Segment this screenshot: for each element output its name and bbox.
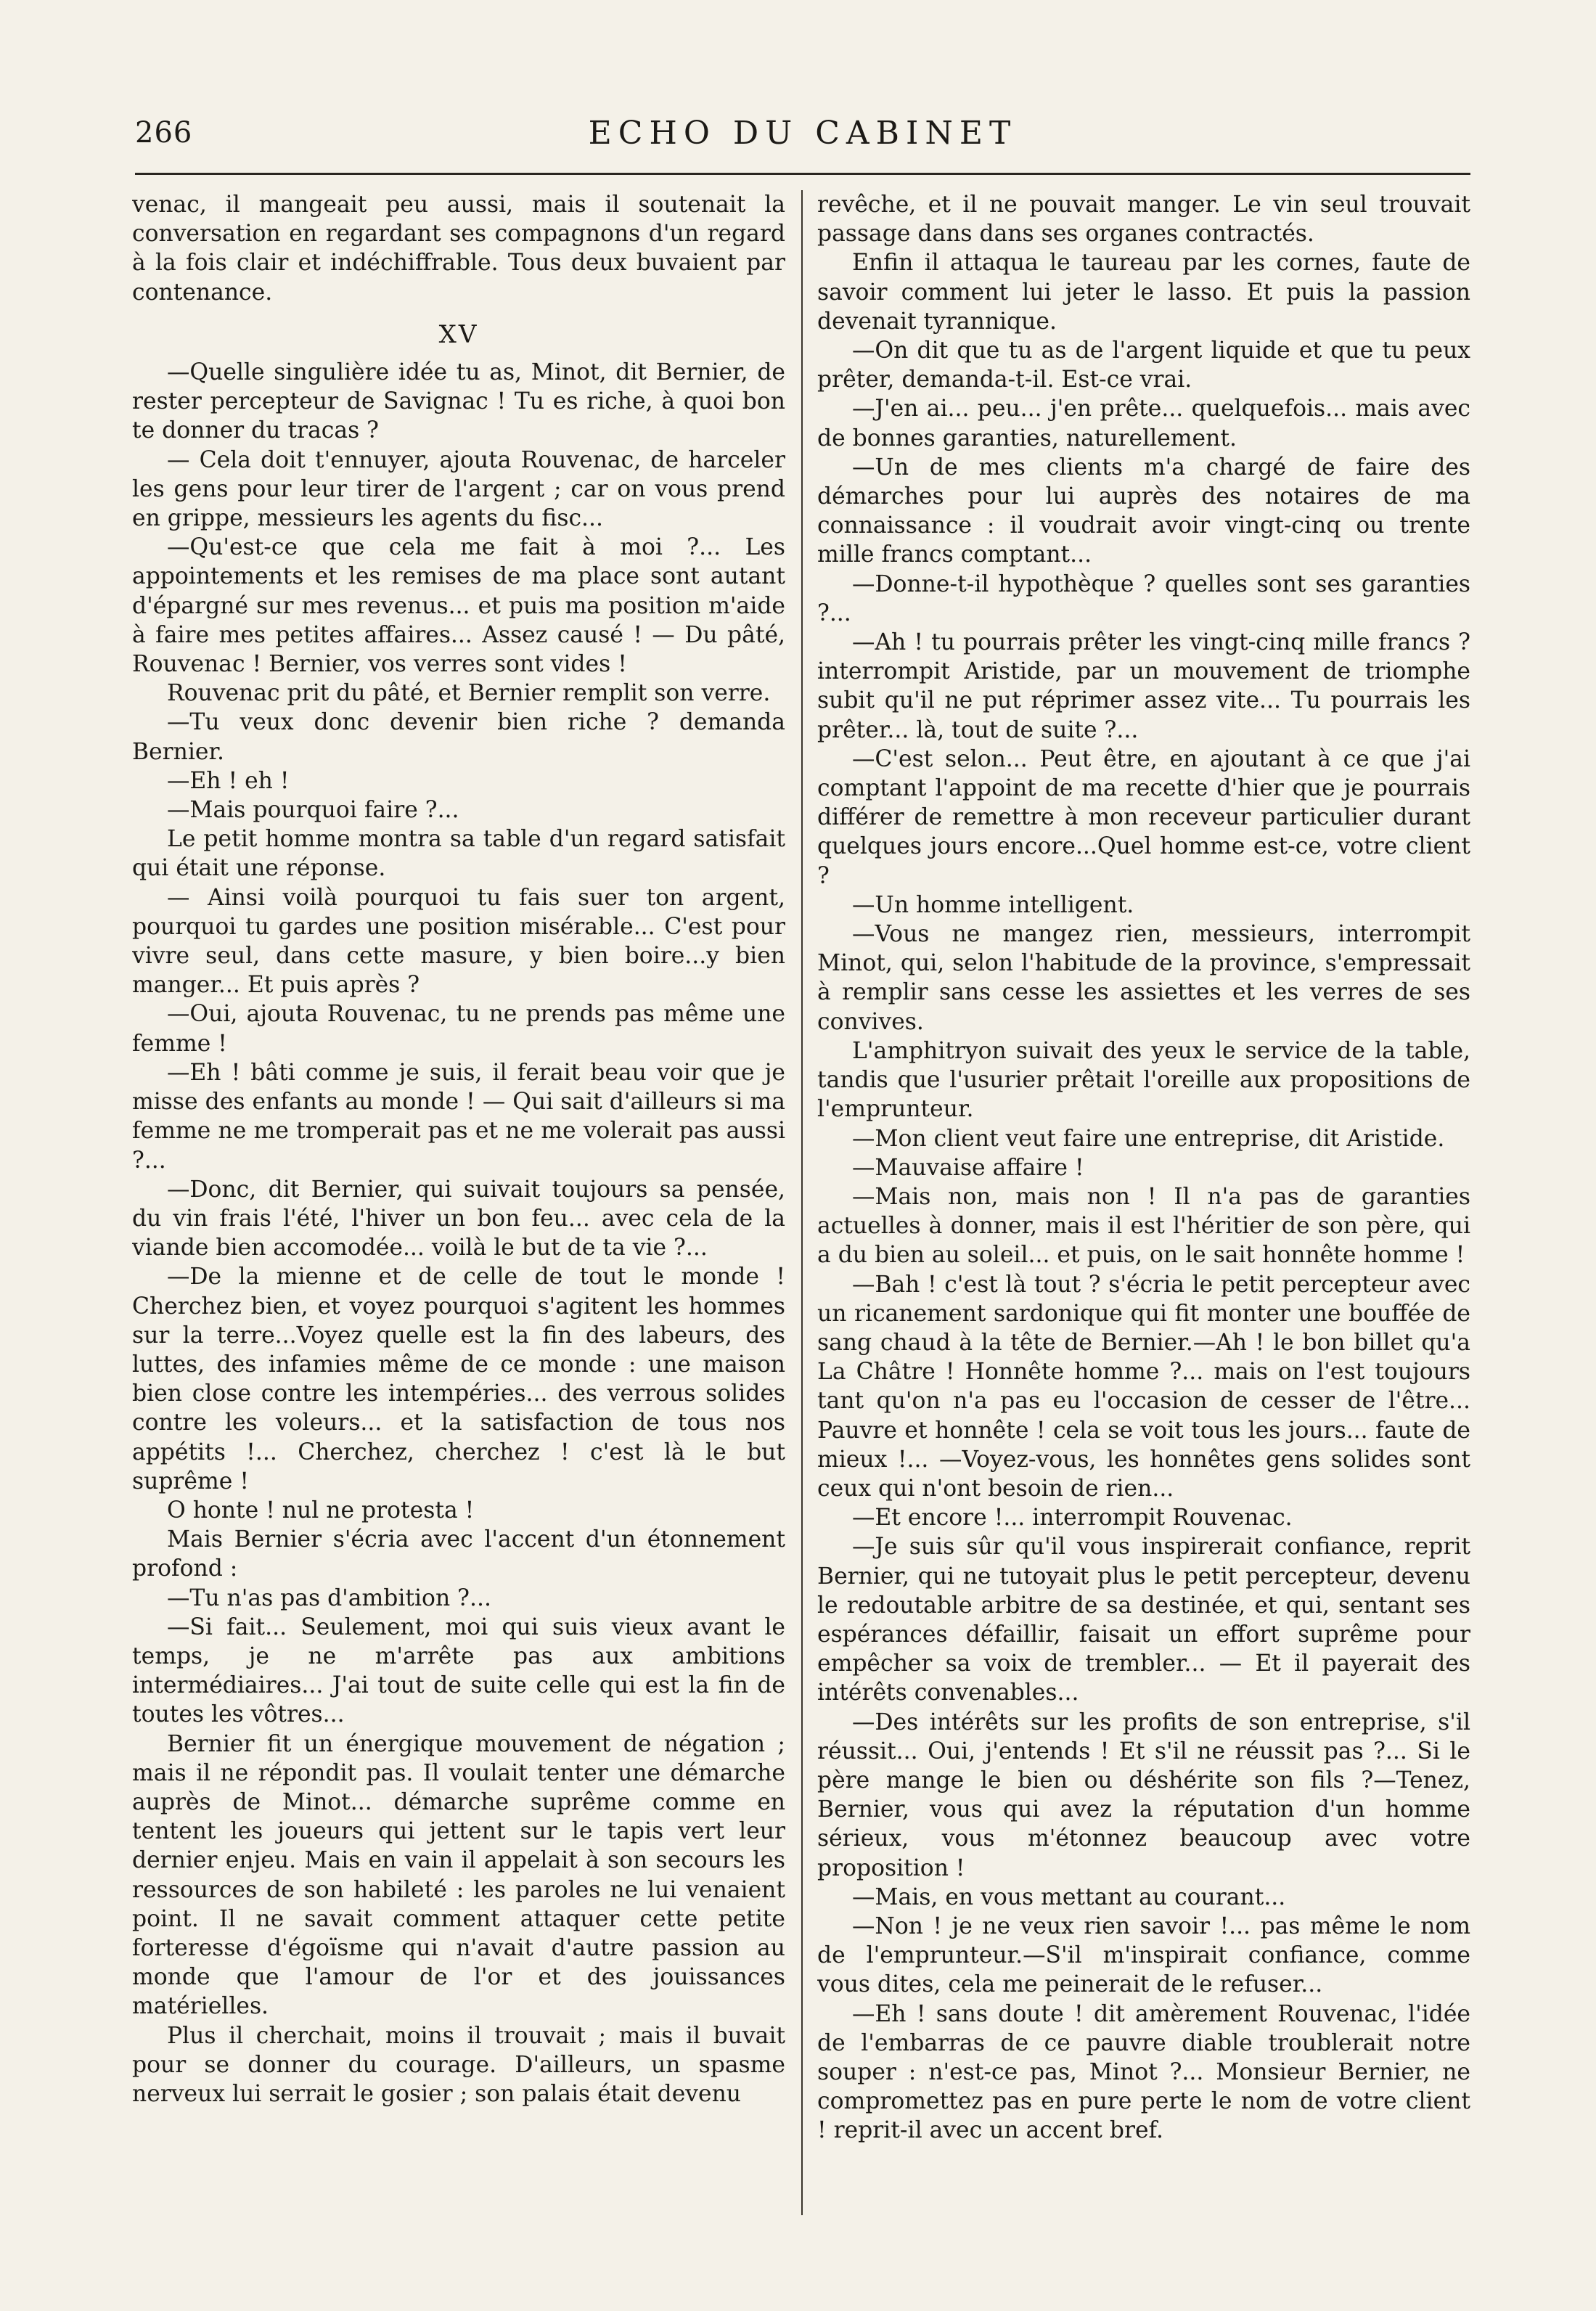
paragraph: —Des intérêts sur les profits de son entreprise, s'il réussit... Oui, j'entends ! Et s'il ne réussit pas ?... Si le père mange le bien ou déshérite son fils ?—Tenez, Bernier, vous qui avez la réputation d'un homme sérieux, vous m'étonnez beaucoup avec votre proposition ! (817, 1709, 1470, 1881)
paragraph: —On dit que tu as de l'argent liquide et que tu peux prêter, demanda-t-il. Est-ce vrai. (817, 338, 1470, 393)
paragraph: —Et encore !... interrompit Rouvenac. (852, 1505, 1293, 1531)
paragraph: revêche, et il ne pouvait manger. Le vin seul trouvait passage dans dans ses organes contractés. (817, 192, 1470, 248)
paragraph: —Tu n'as pas d'ambition ?... (167, 1584, 491, 1611)
paragraph: —Tu veux donc devenir bien riche ? demanda Bernier. (132, 709, 785, 765)
paragraph: —J'en ai... peu... j'en prête... quelquefois... mais avec de bonnes garanties, naturellement. (817, 396, 1470, 451)
paragraph: —Mauvaise affaire ! (852, 1154, 1084, 1181)
paragraph: —Un de mes clients m'a chargé de faire des démarches pour lui auprès des notaires de ma connaissance : il voudrait avoir vingt-cinq ou trente mille francs comptant... (817, 454, 1470, 568)
paragraph: —Un homme intelligent. (852, 891, 1134, 918)
column-divider (801, 190, 803, 2215)
paragraph: —Ah ! tu pourrais prêter les vingt-cinq mille francs ? interrompit Aristide, par un mouvement de triomphe subit qu'il ne put réprimer assez vite... Tu pourrais les prêter... là, tout de suite ?... (817, 629, 1470, 743)
paragraph: O honte ! nul ne protesta ! (167, 1497, 475, 1523)
section-heading: XV (438, 319, 479, 349)
paragraph: —Donne-t-il hypothèque ? quelles sont ses garanties ?... (817, 570, 1470, 626)
paragraph: Plus il cherchait, moins il trouvait ; mais il buvait pour se donner du courage. D'ailleurs, un spasme nerveux lui serrait le gosier ; son palais était devenu (132, 2022, 785, 2107)
paragraph: — Cela doit t'ennuyer, ajouta Rouvenac, de harceler les gens pour leur tirer de l'argent ; car on vous prend en grippe, messieurs les agents du fisc... (132, 446, 785, 532)
paragraph: —Si fait... Seulement, moi qui suis vieux avant le temps, je ne m'arrête pas aux ambitions intermédiaires... J'ai tout de suite celle qui est la fin de toutes les vôtres... (132, 1613, 785, 1728)
paragraph: —Non ! je ne veux rien savoir !... pas même le nom de l'emprunteur.—S'il m'inspirait confiance, comme vous dites, cela me peinerait de le refuser... (817, 1913, 1470, 1998)
paragraph: —Mon client veut faire une entreprise, dit Aristide. (852, 1125, 1445, 1152)
page-number: 266 (135, 116, 193, 150)
paragraph: — Ainsi voilà pourquoi tu fais suer ton argent, pourquoi tu gardes une position misérable... C'est pour vivre seul, dans cette masure, y bien boire...y bien manger... Et puis après ? (132, 884, 785, 999)
paragraph: —Quelle singulière idée tu as, Minot, dit Bernier, de rester percepteur de Savignac ! Tu es riche, à quoi bon te donner du tracas ? (132, 359, 785, 444)
paragraph: L'amphitryon suivait des yeux le service de la table, tandis que l'usurier prêtait l'oreille aux propositions de l'emprunteur. (817, 1037, 1470, 1123)
paragraph: —Oui, ajouta Rouvenac, tu ne prends pas même une femme ! (132, 1001, 785, 1057)
paragraph: —Mais pourquoi faire ?... (167, 797, 459, 824)
paragraph: —Qu'est-ce que cela me fait à moi ?... Les appointements et les remises de ma place sont autant d'épargné sur mes revenus... et puis ma position m'aide à faire mes petites affaires... Assez causé ! — Du pâté, Rouvenac ! Bernier, vos verres sont vides ! (132, 534, 785, 678)
paragraph: Rouvenac prit du pâté, et Bernier remplit son verre. (167, 680, 771, 707)
paragraph: —Bah ! c'est là tout ? s'écria le petit percepteur avec un ricanement sardonique qui fit monter une bouffée de sang chaud à la tête de Bernier.—Ah ! le bon billet qu'a La Châtre ! Honnête homme ?... mais on l'est toujours tant qu'on n'a pas eu l'occasion de cesser de l'être... Pauvre et honnête ! cela se voit tous les jours... faute de mieux !... —Voyez-vous, les honnêtes gens solides sont ceux qui n'ont besoin de rien... (817, 1271, 1470, 1502)
paragraph: —Je suis sûr qu'il vous inspirerait confiance, reprit Bernier, qui ne tutoyait plus le petit percepteur, devenu le redoutable arbitre de sa destinée, et qui, sentant ses espérances défaillir, faisait un effort suprême pour empêcher sa voix de trembler... — Et il payerait des intérêts convenables... (817, 1534, 1470, 1706)
paragraph: —Mais, en vous mettant au courant... (852, 1883, 1286, 1910)
paragraph: Le petit homme montra sa table d'un regard satisfait qui était une réponse. (132, 826, 785, 882)
paragraph: —Eh ! eh ! (167, 767, 290, 794)
paragraph: venac, il mangeait peu aussi, mais il soutenait la conversation en regardant ses compagnons d'un regard à la fois clair et indéchiffrable. Tous deux buvaient par contenance. (132, 192, 785, 306)
page-header (135, 109, 1470, 160)
running-title: ECHO DU CABINET (588, 115, 1018, 152)
left-column (132, 190, 785, 2215)
paragraph: —Vous ne mangez rien, messieurs, interrompit Minot, qui, selon l'habitude de la province, s'empressait à remplir sans cesse les assiettes et les verres de ses convives. (817, 921, 1470, 1035)
paragraph: —De la mienne et de celle de tout le monde ! Cherchez bien, et voyez pourquoi s'agitent les hommes sur la terre...Voyez quelle est la fin des labeurs, des luttes, des infamies même de ce monde : une maison bien close contre les intempéries... des verrous solides contre les voleurs... et la satisfaction de tous nos appétits !... Cherchez, cherchez ! c'est là le but suprême ! (132, 1264, 785, 1494)
paragraph: —C'est selon... Peut être, en ajoutant à ce que j'ai comptant l'appoint de ma recette d'hier que je pourrais différer de remettre à mon receveur particulier durant quelques jours encore...Quel homme est-ce, votre client ? (817, 745, 1470, 889)
paragraph: Bernier fit un énergique mouvement de négation ; mais il ne répondit pas. Il voulait tenter une démarche auprès de Minot... démarche suprême comme en tentent les joueurs qui jettent sur le tapis vert leur dernier enjeu. Mais en vain il appelait à son secours les ressources de son habileté : les paroles ne lui venaient point. Il ne savait comment attaquer cette petite forteresse d'égoïsme qui n'avait d'autre passion au monde que l'amour de l'or et des jouissances matérielles. (132, 1730, 785, 2020)
paragraph: —Eh ! sans doute ! dit amèrement Rouvenac, l'idée de l'embarras de ce pauvre diable troublerait notre souper : n'est-ce pas, Minot ?... Monsieur Bernier, ne compromettez pas en pure perte le nom de votre client ! reprit-il avec un accent bref. (817, 2000, 1470, 2144)
header-rule (135, 173, 1470, 175)
paragraph: —Donc, dit Bernier, qui suivait toujours sa pensée, du vin frais l'été, l'hiver un bon feu... avec cela de la viande bien accomodée... voilà le but de ta vie ?... (132, 1176, 785, 1261)
paragraph: Mais Bernier s'écria avec l'accent d'un étonnement profond : (132, 1526, 785, 1582)
right-column (817, 190, 1470, 2215)
paragraph: —Mais non, mais non ! Il n'a pas de garanties actuelles à donner, mais il est l'héritier de son père, qui a du bien au soleil... et puis, on le sait honnête homme ! (817, 1183, 1470, 1269)
paragraph: —Eh ! bâti comme je suis, il ferait beau voir que je misse des enfants au monde ! — Qui sait d'ailleurs si ma femme ne me tromperait pas et ne me volerait pas aussi ?... (132, 1059, 785, 1174)
paragraph: Enfin il attaqua le taureau par les cornes, faute de savoir comment lui jeter le lasso. Et puis la passion devenait tyrannique. (817, 250, 1470, 335)
